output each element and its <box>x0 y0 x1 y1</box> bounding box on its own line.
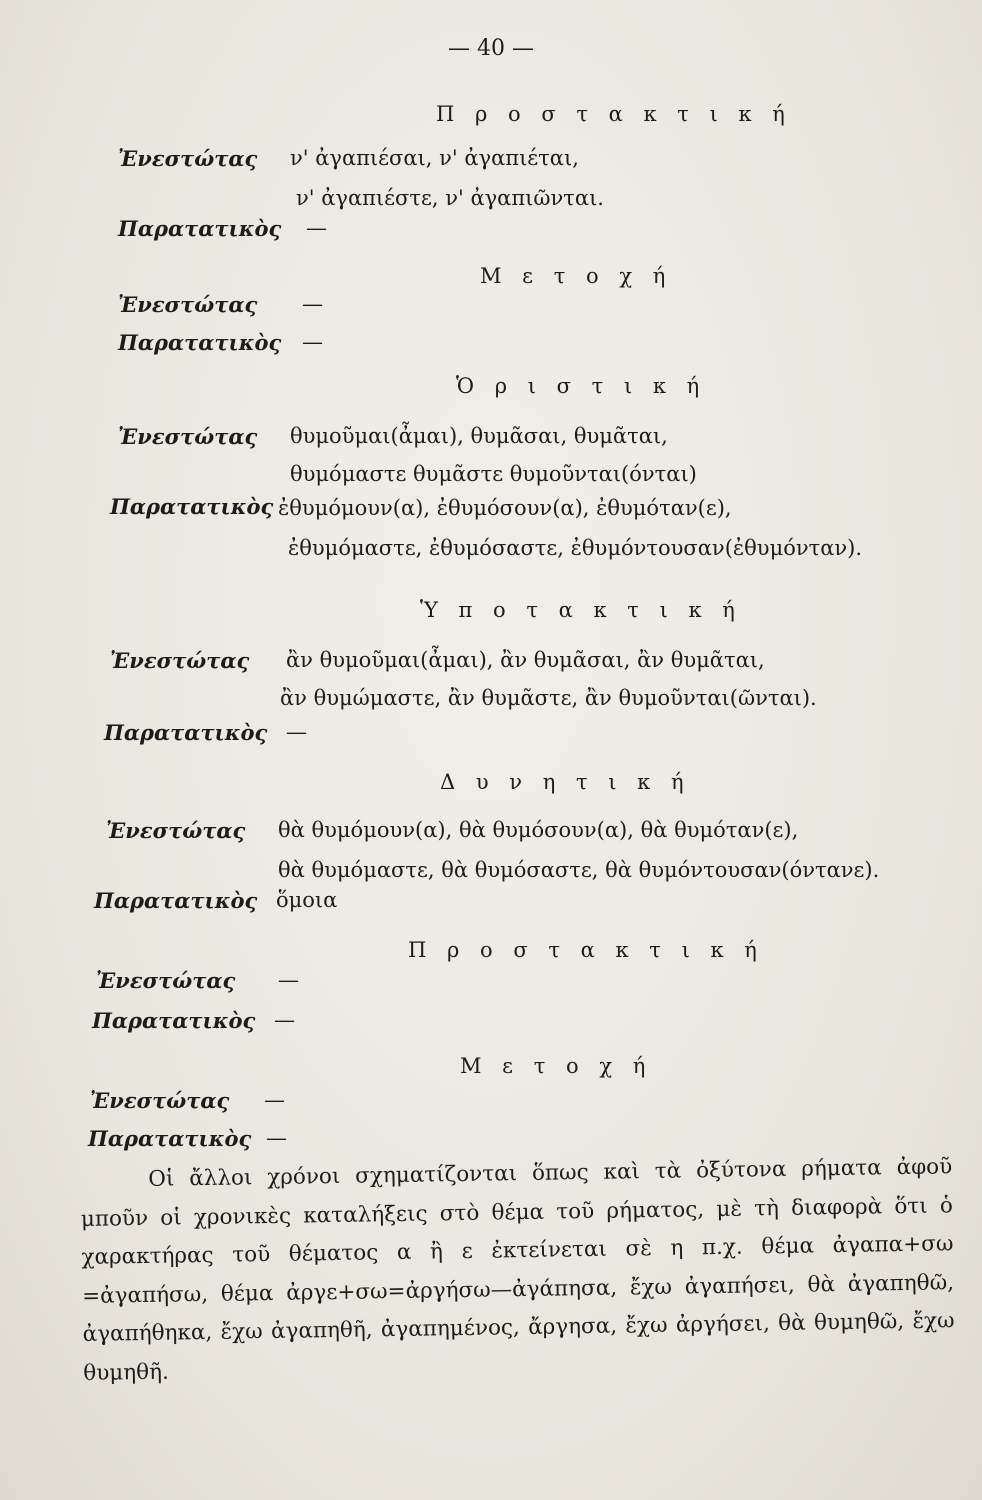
row-forms: ν' ἀγαπιέσαι, ν' ἀγαπιέται, <box>290 146 579 170</box>
row-forms: ὅμοια <box>276 888 338 912</box>
row-forms: — <box>264 1088 285 1112</box>
body-paragraph <box>80 1148 956 1393</box>
paragraph-text: Οἱ ἄλλοι χρόνοι σχηματίζονται ὅπως καὶ τὰ ὀξύτονα ρήματα ἀφοῦ μποῦν οἱ χρονικὲς καταλήξεις στὸ θέμα τοῦ ρήματος, μὲ τὴ διαφορὰ ὅτι ὁ χαρακτήρας τοῦ θέματος α ἢ ε ἐκτείνεται σὲ η π.χ. θέμα ἀγαπα+σω =ἀγαπήσω, θέμα ἀργε+σω=ἀργήσω—ἀγάπησα, ἔχω ἀγαπήσει, θὰ ἀγαπηθῶ, ἀγαπήθηκα, ἔχω ἀγαπηθῆ, ἀγαπημένος, ἄργησα, ἔχω ἀργήσει, θὰ θυμηθῶ, ἔχω θυμηθῆ. <box>80 1154 955 1386</box>
section-heading-imperative: Π ρ ο σ τ α κ τ ι κ ή <box>436 102 792 126</box>
row-label-imperfect: Παρατατικὸς <box>118 330 282 355</box>
row-forms: ἂν θυμοῦμαι(ἆμαι), ἂν θυμᾶσαι, ἂν θυμᾶται, <box>286 648 765 672</box>
row-label-imperfect: Παρατατικὸς <box>118 216 282 241</box>
row-forms: θυμοῦμαι(ἆμαι), θυμᾶσαι, θυμᾶται, <box>290 424 668 448</box>
row-label-imperfect: Παρατατικὸς <box>94 888 258 913</box>
row-forms: — <box>274 1008 295 1032</box>
row-forms: — <box>278 968 299 992</box>
page-number: — 40 — <box>448 36 534 61</box>
row-label-present: Ἐνεστώτας <box>90 1088 230 1113</box>
section-heading-imperative: Π ρ ο σ τ α κ τ ι κ ή <box>408 938 764 962</box>
row-label-present: Ἐνεστώτας <box>110 648 250 673</box>
section-heading-indicative: Ὁ ρ ι σ τ ι κ ή <box>456 374 707 398</box>
row-forms: — <box>286 720 307 744</box>
row-label-imperfect: Παρατατικὸς <box>104 720 268 745</box>
row-label-imperfect: Παρατατικὸς <box>88 1126 252 1151</box>
section-heading-conditional: Δ υ ν η τ ι κ ή <box>440 770 691 794</box>
row-forms: ἐθυμόμουν(α), ἐθυμόσουν(α), ἐθυμόταν(ε), <box>278 496 732 520</box>
row-label-present: Ἐνεστώτας <box>106 818 246 843</box>
row-label-present: Ἐνεστώτας <box>96 968 236 993</box>
row-label-present: Ἐνεστώτας <box>118 292 258 317</box>
row-label-imperfect: Παρατατικὸς <box>92 1008 256 1033</box>
row-forms: ἐθυμόμαστε, ἐθυμόσαστε, ἐθυμόντουσαν(ἐθυμόνταν). <box>288 536 863 560</box>
row-forms: — <box>306 216 327 240</box>
row-forms: — <box>266 1126 287 1150</box>
section-heading-subjunctive: Ὑ π ο τ α κ τ ι κ ή <box>420 598 742 622</box>
row-forms: — <box>302 330 323 354</box>
row-label-imperfect: Παρατατικὸς <box>110 494 274 519</box>
row-forms: θὰ θυμόμαστε, θὰ θυμόσαστε, θὰ θυμόντουσαν(όντανε). <box>278 858 880 882</box>
row-forms: — <box>302 292 323 316</box>
section-heading-participle: Μ ε τ ο χ ή <box>460 1054 653 1078</box>
row-label-present: Ἐνεστώτας <box>118 146 258 171</box>
row-label-present: Ἐνεστώτας <box>118 424 258 449</box>
row-forms: ἂν θυμώμαστε, ἂν θυμᾶστε, ἂν θυμοῦνται(ῶνται). <box>280 686 817 710</box>
row-forms: ν' ἀγαπιέστε, ν' ἀγαπιῶνται. <box>296 186 604 210</box>
row-forms: θὰ θυμόμουν(α), θὰ θυμόσουν(α), θὰ θυμόταν(ε), <box>278 818 799 842</box>
section-heading-participle: Μ ε τ ο χ ή <box>480 264 673 288</box>
row-forms: θυμόμαστε θυμᾶστε θυμοῦνται(όνται) <box>290 462 697 486</box>
